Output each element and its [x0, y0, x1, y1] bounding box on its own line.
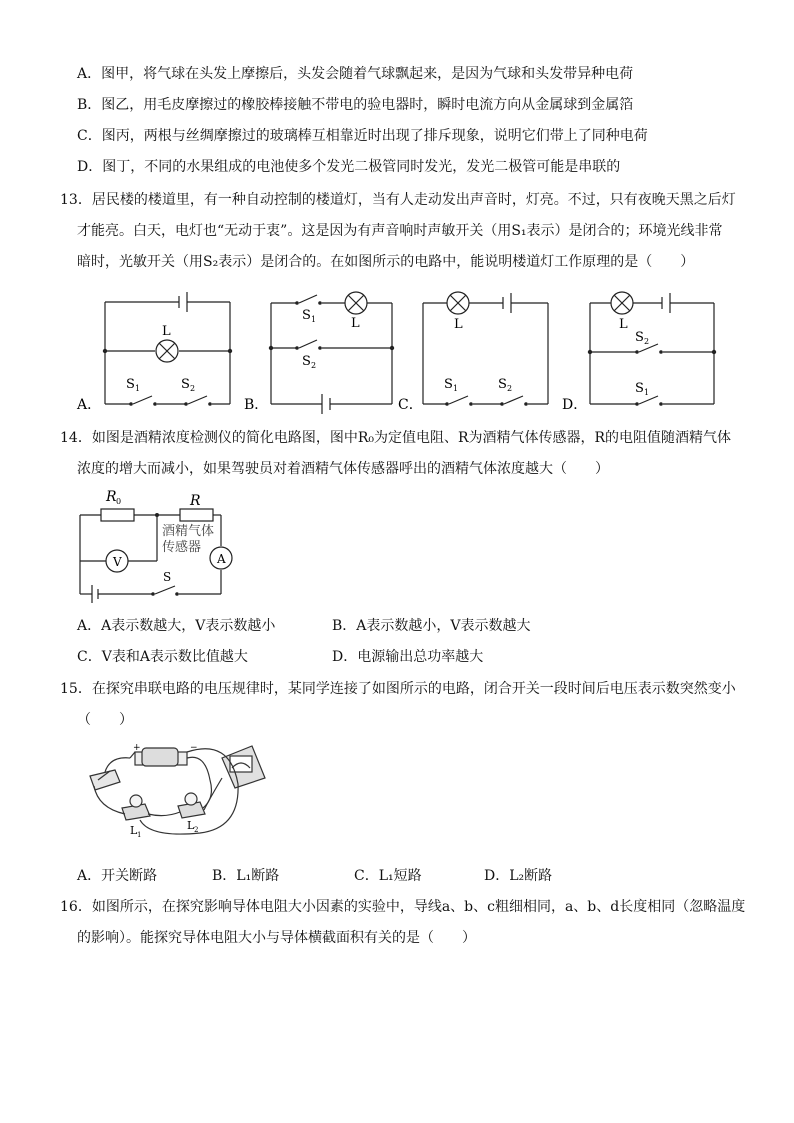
q15-option-a: A．开关断路 [77, 868, 158, 884]
svg-text:1: 1 [644, 388, 650, 397]
q15-l1-label: L [130, 824, 138, 837]
q15-stem-line2: （ ） [77, 712, 133, 728]
q13-option-c-label: C． [398, 397, 423, 413]
q13-stem-line1: 13．居民楼的楼道里，有一种自动控制的楼道灯，当有人走动发出声音时，灯亮。不过，只有夜晚天黑之后灯 [60, 192, 736, 208]
q15-option-b: B．L₁断路 [212, 868, 280, 884]
q14-r-label: R [190, 493, 201, 509]
q13-option-b-label: B． [244, 397, 269, 413]
q14-r0-label: R [106, 489, 117, 505]
q14-stem-line2: 浓度的增大而减小，如果驾驶员对着酒精气体传感器呼出的酒精气体浓度越大（ ） [77, 461, 609, 477]
q13b-s2-label: S [302, 354, 311, 369]
q12-option-d: D．图丁，不同的水果组成的电池使多个发光二极管同时发光，发光二极管可能是串联的 [77, 159, 621, 175]
svg-text:0: 0 [116, 497, 122, 506]
q13d-s2-label: S [635, 330, 644, 345]
q16-stem-line1: 16．如图所示，在探究影响导体电阻大小因素的实验中，导线a、b、c粗细相同，a、b、d长度相同（忽略温度 [60, 899, 746, 915]
q13b-lamp-label: L [351, 316, 360, 331]
q13-stem-line3: 暗时，光敏开关（用S₂表示）是闭合的。在如图所示的电路中，能说明楼道灯工作原理的是（ ） [77, 254, 695, 270]
q13-circuit-c [398, 284, 558, 418]
svg-text:1: 1 [135, 384, 141, 393]
svg-text:2: 2 [644, 337, 650, 346]
svg-text:2: 2 [507, 384, 513, 393]
q13-circuit-b [244, 284, 404, 418]
q13-option-d-label: D． [562, 397, 588, 413]
q15-plus-label: + [133, 743, 141, 753]
q14-option-a: A．A表示数越大，V表示数越小 [77, 618, 276, 634]
q14-stem-line1: 14．如图是酒精浓度检测仪的简化电路图，图中R₀为定值电阻、R为酒精气体传感器，R的电阻值随酒精气体 [60, 430, 732, 446]
q12-option-b: B．图乙，用毛皮摩擦过的橡胶棒接触不带电的验电器时，瞬时电流方向从金属球到金属箔 [77, 97, 634, 113]
q15-stem-line1: 15．在探究串联电路的电压规律时，某同学连接了如图所示的电路，闭合开关一段时间后电压表示数突然变小 [60, 681, 736, 697]
q13d-lamp-label: L [619, 317, 628, 332]
q15-l2-label: L [187, 819, 195, 832]
q13a-lamp-label: L [162, 324, 171, 339]
q14-ammeter-label: A [217, 552, 226, 566]
q13d-s1-label: S [635, 381, 644, 396]
q13-circuit-d [562, 284, 722, 418]
q14-option-d: D．电源输出总功率越大 [332, 649, 484, 665]
q13-circuit-a [75, 288, 245, 418]
q13a-s2-label: S [181, 377, 190, 392]
q14-switch-label: S [163, 570, 172, 584]
q15-option-c: C．L₁短路 [354, 868, 422, 884]
svg-text:1: 1 [311, 315, 317, 324]
svg-text:2: 2 [194, 826, 199, 834]
q14-sensor-label-1: 酒精气体 [162, 524, 215, 539]
q14-sensor-label-2: 传感器 [162, 540, 202, 555]
q13b-s1-label: S [302, 308, 311, 323]
q14-circuit [75, 488, 245, 612]
svg-text:2: 2 [311, 361, 317, 370]
q13-stem-line2: 才能亮。白天，电灯也“无动于衷”。这是因为有声音响时声敏开关（用S₁表示）是闭合的；环境光线非常 [77, 223, 723, 239]
q14-option-c: C．V表和A表示数比值越大 [77, 649, 248, 665]
q13c-s1-label: S [444, 377, 453, 392]
q13-option-a-label: A． [77, 397, 102, 413]
svg-text:2: 2 [190, 384, 196, 393]
q15-apparatus-picture [80, 738, 280, 852]
svg-text:1: 1 [137, 831, 142, 839]
q13c-s2-label: S [498, 377, 507, 392]
q12-option-a: A．图甲，将气球在头发上摩擦后，头发会随着气球飘起来，是因为气球和头发带异种电荷 [77, 66, 634, 82]
q15-minus-label: − [190, 743, 198, 753]
q15-option-d: D．L₂断路 [484, 868, 553, 884]
svg-text:1: 1 [453, 384, 459, 393]
q13a-s1-label: S [126, 377, 135, 392]
q14-option-b: B．A表示数越小，V表示数越大 [332, 618, 531, 634]
q16-stem-line2: 的影响）。能探究导体电阻大小与导体横截面积有关的是（ ） [77, 930, 476, 946]
q14-voltmeter-label: V [113, 555, 122, 569]
q13c-lamp-label: L [454, 317, 463, 332]
q12-option-c: C．图丙，两根与丝绸摩擦过的玻璃棒互相靠近时出现了排斥现象，说明它们带上了同种电荷 [77, 128, 648, 144]
